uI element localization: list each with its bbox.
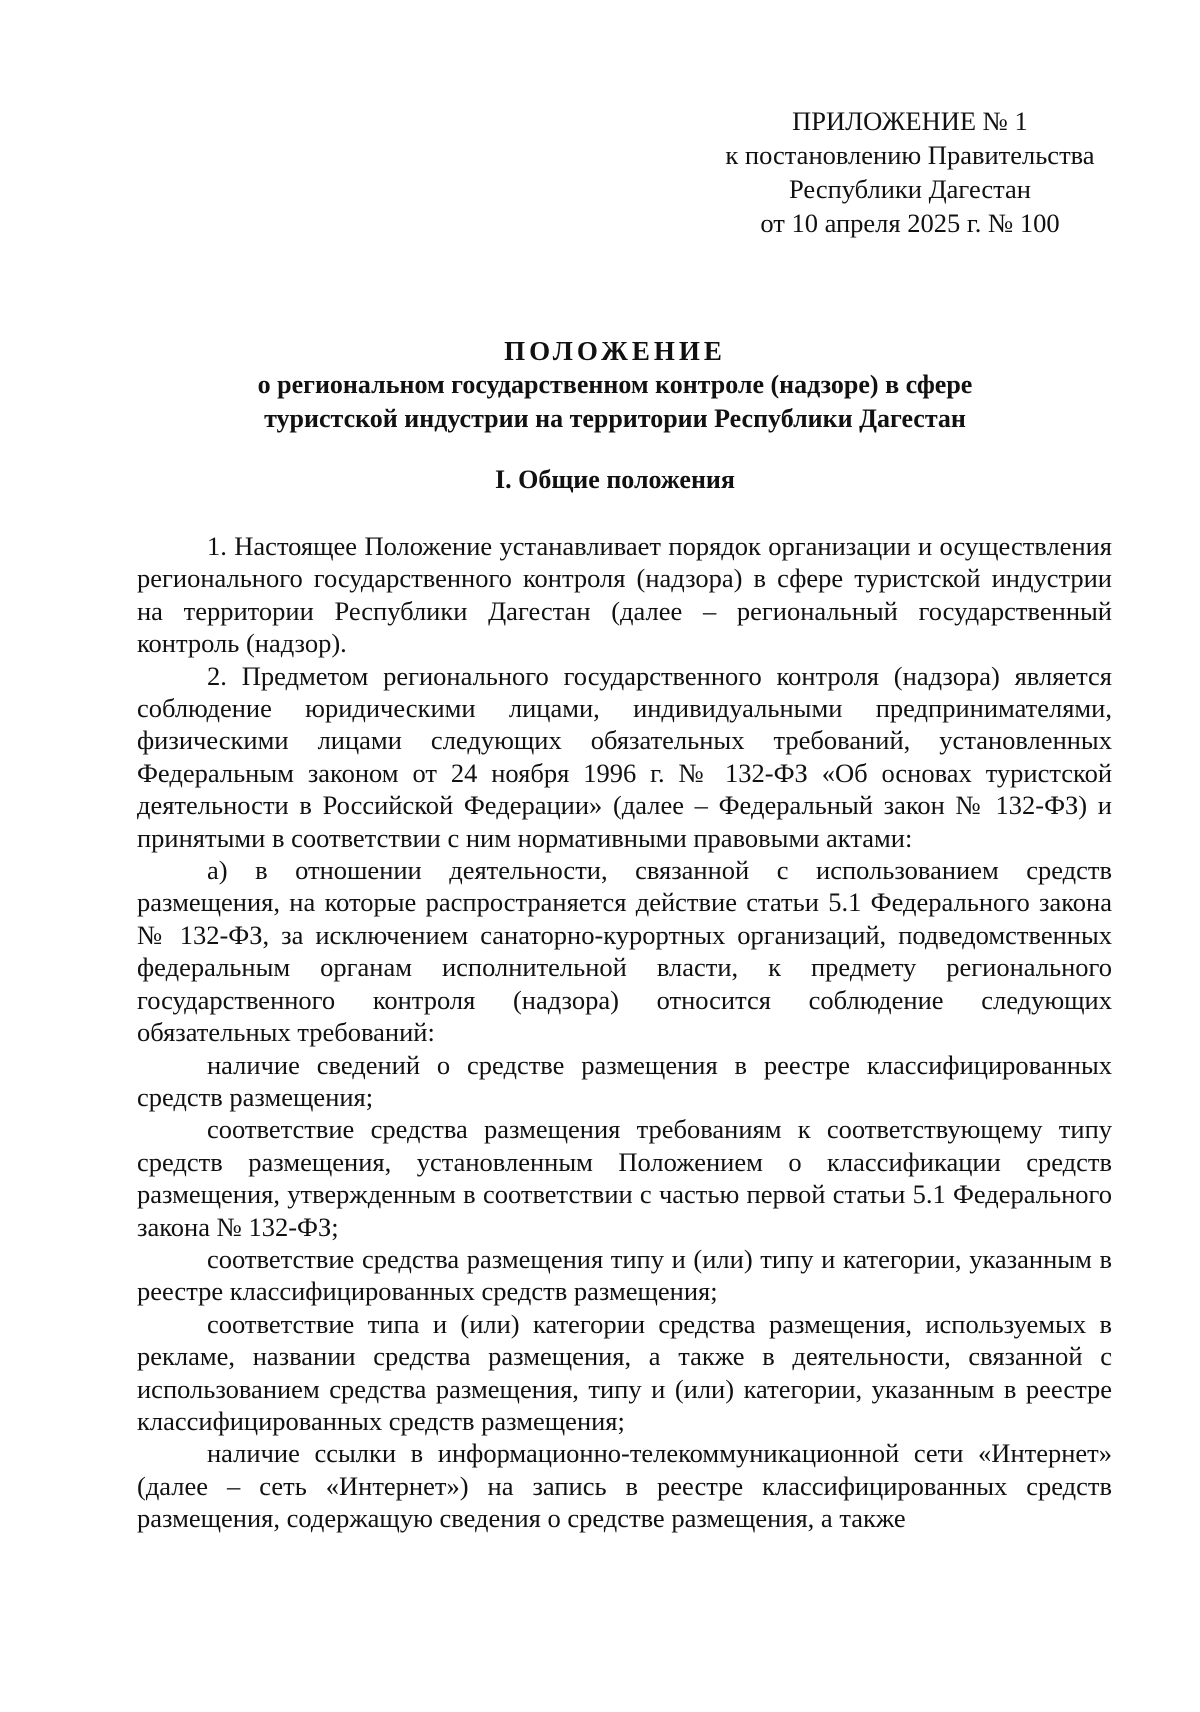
paragraph-2a: а) в отношении деятельности, связанной с использованием средств размещения, на которые распространяется действие статьи 5.1 Федерального закона № 132-ФЗ, за исключением санаторно-курортных организаций, подведомственных федеральным органам исполнительной власти, к предмету регионального государственного контроля (надзора) относится соблюдение следующих обязательных требований: — [137, 855, 1112, 1048]
document-title — [150, 334, 1080, 436]
paragraph-1: 1. Настоящее Положение устанавливает порядок организации и осуществления регионального государственного контроля (надзора) в сфере туристской индустрии на территории Республики Дагестан (далее – региональный государственный контроль (надзор). — [137, 531, 1112, 659]
requirement-item: наличие сведений о средстве размещения в реестре классифицированных средств размещения; — [137, 1049, 1112, 1112]
requirement-item: соответствие средства размещения требованиям к соответствующему типу средств размещения, установленным Положением о классификации средств размещения, утвержденным в соответствии с частью первой статьи 5.1 Федерального закона № 132-ФЗ; — [137, 1114, 1112, 1242]
annex-republic: Республики Дагестан — [789, 174, 1031, 204]
document-body — [137, 530, 1112, 1535]
requirement-item: наличие ссылки в информационно-телекоммуникационной сети «Интернет» (далее – сеть «Интернет») на запись в реестре классифицированных средств размещения, содержащую сведения о средстве размещения, а также — [137, 1438, 1112, 1534]
paragraph-2: 2. Предметом регионального государственного контроля (надзора) является соблюдение юридическими лицами, индивидуальными предпринимателями, физическими лицами следующих обязательных требований, установленных Федеральным законом от 24 ноября 1996 г. № 132-ФЗ «Об основах туристской деятельности в Российской Федерации» (далее – Федеральный закон № 132-ФЗ) и принятыми в соответствии с ним нормативными правовыми актами: — [137, 660, 1112, 853]
annex-number: ПРИЛОЖЕНИЕ № 1 — [792, 106, 1028, 136]
title-subtitle-line-2: туристской индустрии на территории Республики Дагестан — [264, 404, 966, 433]
title-subtitle-line-1: о региональном государственном контроле (надзоре) в сфере — [257, 370, 973, 399]
requirement-item: соответствие типа и (или) категории средства размещения, используемых в рекламе, названии средства размещения, а также в деятельности, связанной с использованием средства размещения, типу и (или) категории, указанным в реестре классифицированных средств размещения; — [137, 1308, 1112, 1436]
annex-decree-ref: к постановлению Правительства — [725, 140, 1095, 170]
annex-date: от 10 апреля 2025 г. № 100 — [760, 208, 1060, 238]
title-main: ПОЛОЖЕНИЕ — [504, 336, 726, 366]
section-heading: I. Общие положения — [495, 465, 735, 494]
requirement-item: соответствие средства размещения типу и (или) типу и категории, указанным в реестре классифицированных средств размещения; — [137, 1243, 1112, 1307]
annex-header — [690, 104, 1130, 240]
